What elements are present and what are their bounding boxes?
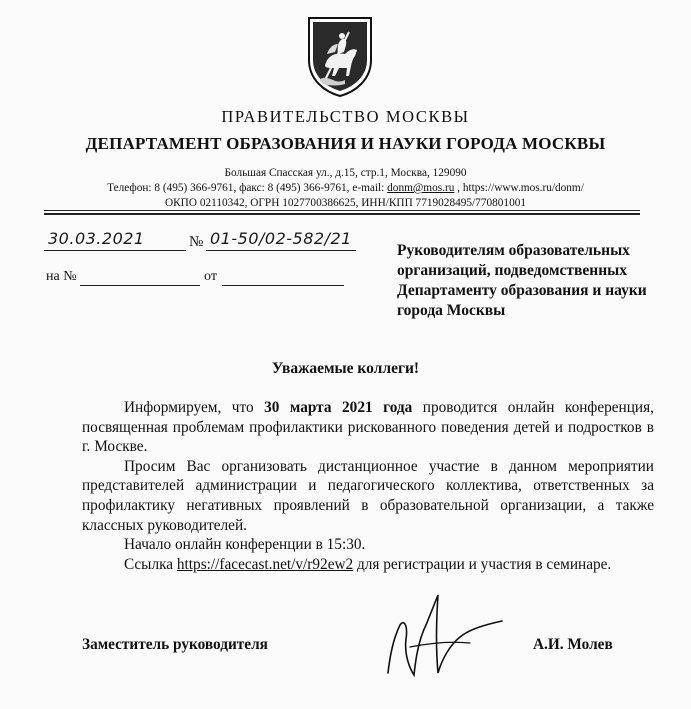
codes-line: ОКПО 02110342, ОГРН 1027700386625, ИНН/КПП 7719028495/770801001 <box>164 197 527 209</box>
from-underline <box>222 285 344 286</box>
government-name: ПРАВИТЕЛЬСТВО МОСКВЫ <box>221 107 470 126</box>
date-underline <box>44 250 186 251</box>
header-divider-thick <box>44 213 640 215</box>
contact-block <box>0 166 691 211</box>
signatory-name: А.И. Молев <box>533 636 613 653</box>
paragraph-2: Просим Вас организовать дистанционное участие в данном мероприятии представителей администрации и педагогического коллектива, ответственных за профилактику негативных проявлений в образовательной организации, а также классных руководителей. <box>82 457 654 534</box>
phone-line: Телефон: 8 (495) 366-9761, факс: 8 (495) 366-9761, e-mail: donm@mos.ru , https://www.mos.ru/donm/ <box>107 182 584 194</box>
header-divider <box>44 210 640 211</box>
registration-link[interactable]: https://facecast.net/v/r92ew2 <box>176 555 354 573</box>
from-label: от <box>204 269 217 284</box>
number-underline <box>206 250 356 251</box>
handwritten-number: 01-50/02-582/21 <box>210 229 352 248</box>
paragraph-3: Начало онлайн конференции в 15:30. <box>124 536 366 554</box>
greeting: Уважаемые коллеги! <box>271 360 420 377</box>
letter-body <box>82 398 654 574</box>
paragraph-4: Ссылка https://facecast.net/v/r92ew2 для регистрации и участия в семинаре. <box>124 555 612 573</box>
number-label: № <box>189 234 204 250</box>
ref-underline <box>80 285 200 286</box>
email-link[interactable]: donm@mos.ru <box>387 182 455 194</box>
handwritten-signature <box>380 585 510 685</box>
conference-date: 30 марта 2021 года <box>264 399 413 416</box>
signatory-title: Заместитель руководителя <box>82 636 268 653</box>
department-name: ДЕПАРТАМЕНТ ОБРАЗОВАНИЯ И НАУКИ ГОРОДА МОСКВЫ <box>85 134 606 153</box>
paragraph-1: Информируем, что 30 марта 2021 года проводится онлайн конференция, посвященная проблемам профилактики рискованного поведения детей и подростков в г. Москве. <box>82 399 654 456</box>
handwritten-date: 30.03.2021 <box>48 229 145 248</box>
ref-label: на № <box>46 269 77 284</box>
moscow-coat-of-arms-icon <box>305 14 375 98</box>
addressee: Руководителям образовательных организаций, подведомственных Департаменту образования и науки города Москвы <box>397 242 647 319</box>
address-line: Большая Спасская ул., д.15, стр.1, Москва, 129090 <box>224 167 467 179</box>
